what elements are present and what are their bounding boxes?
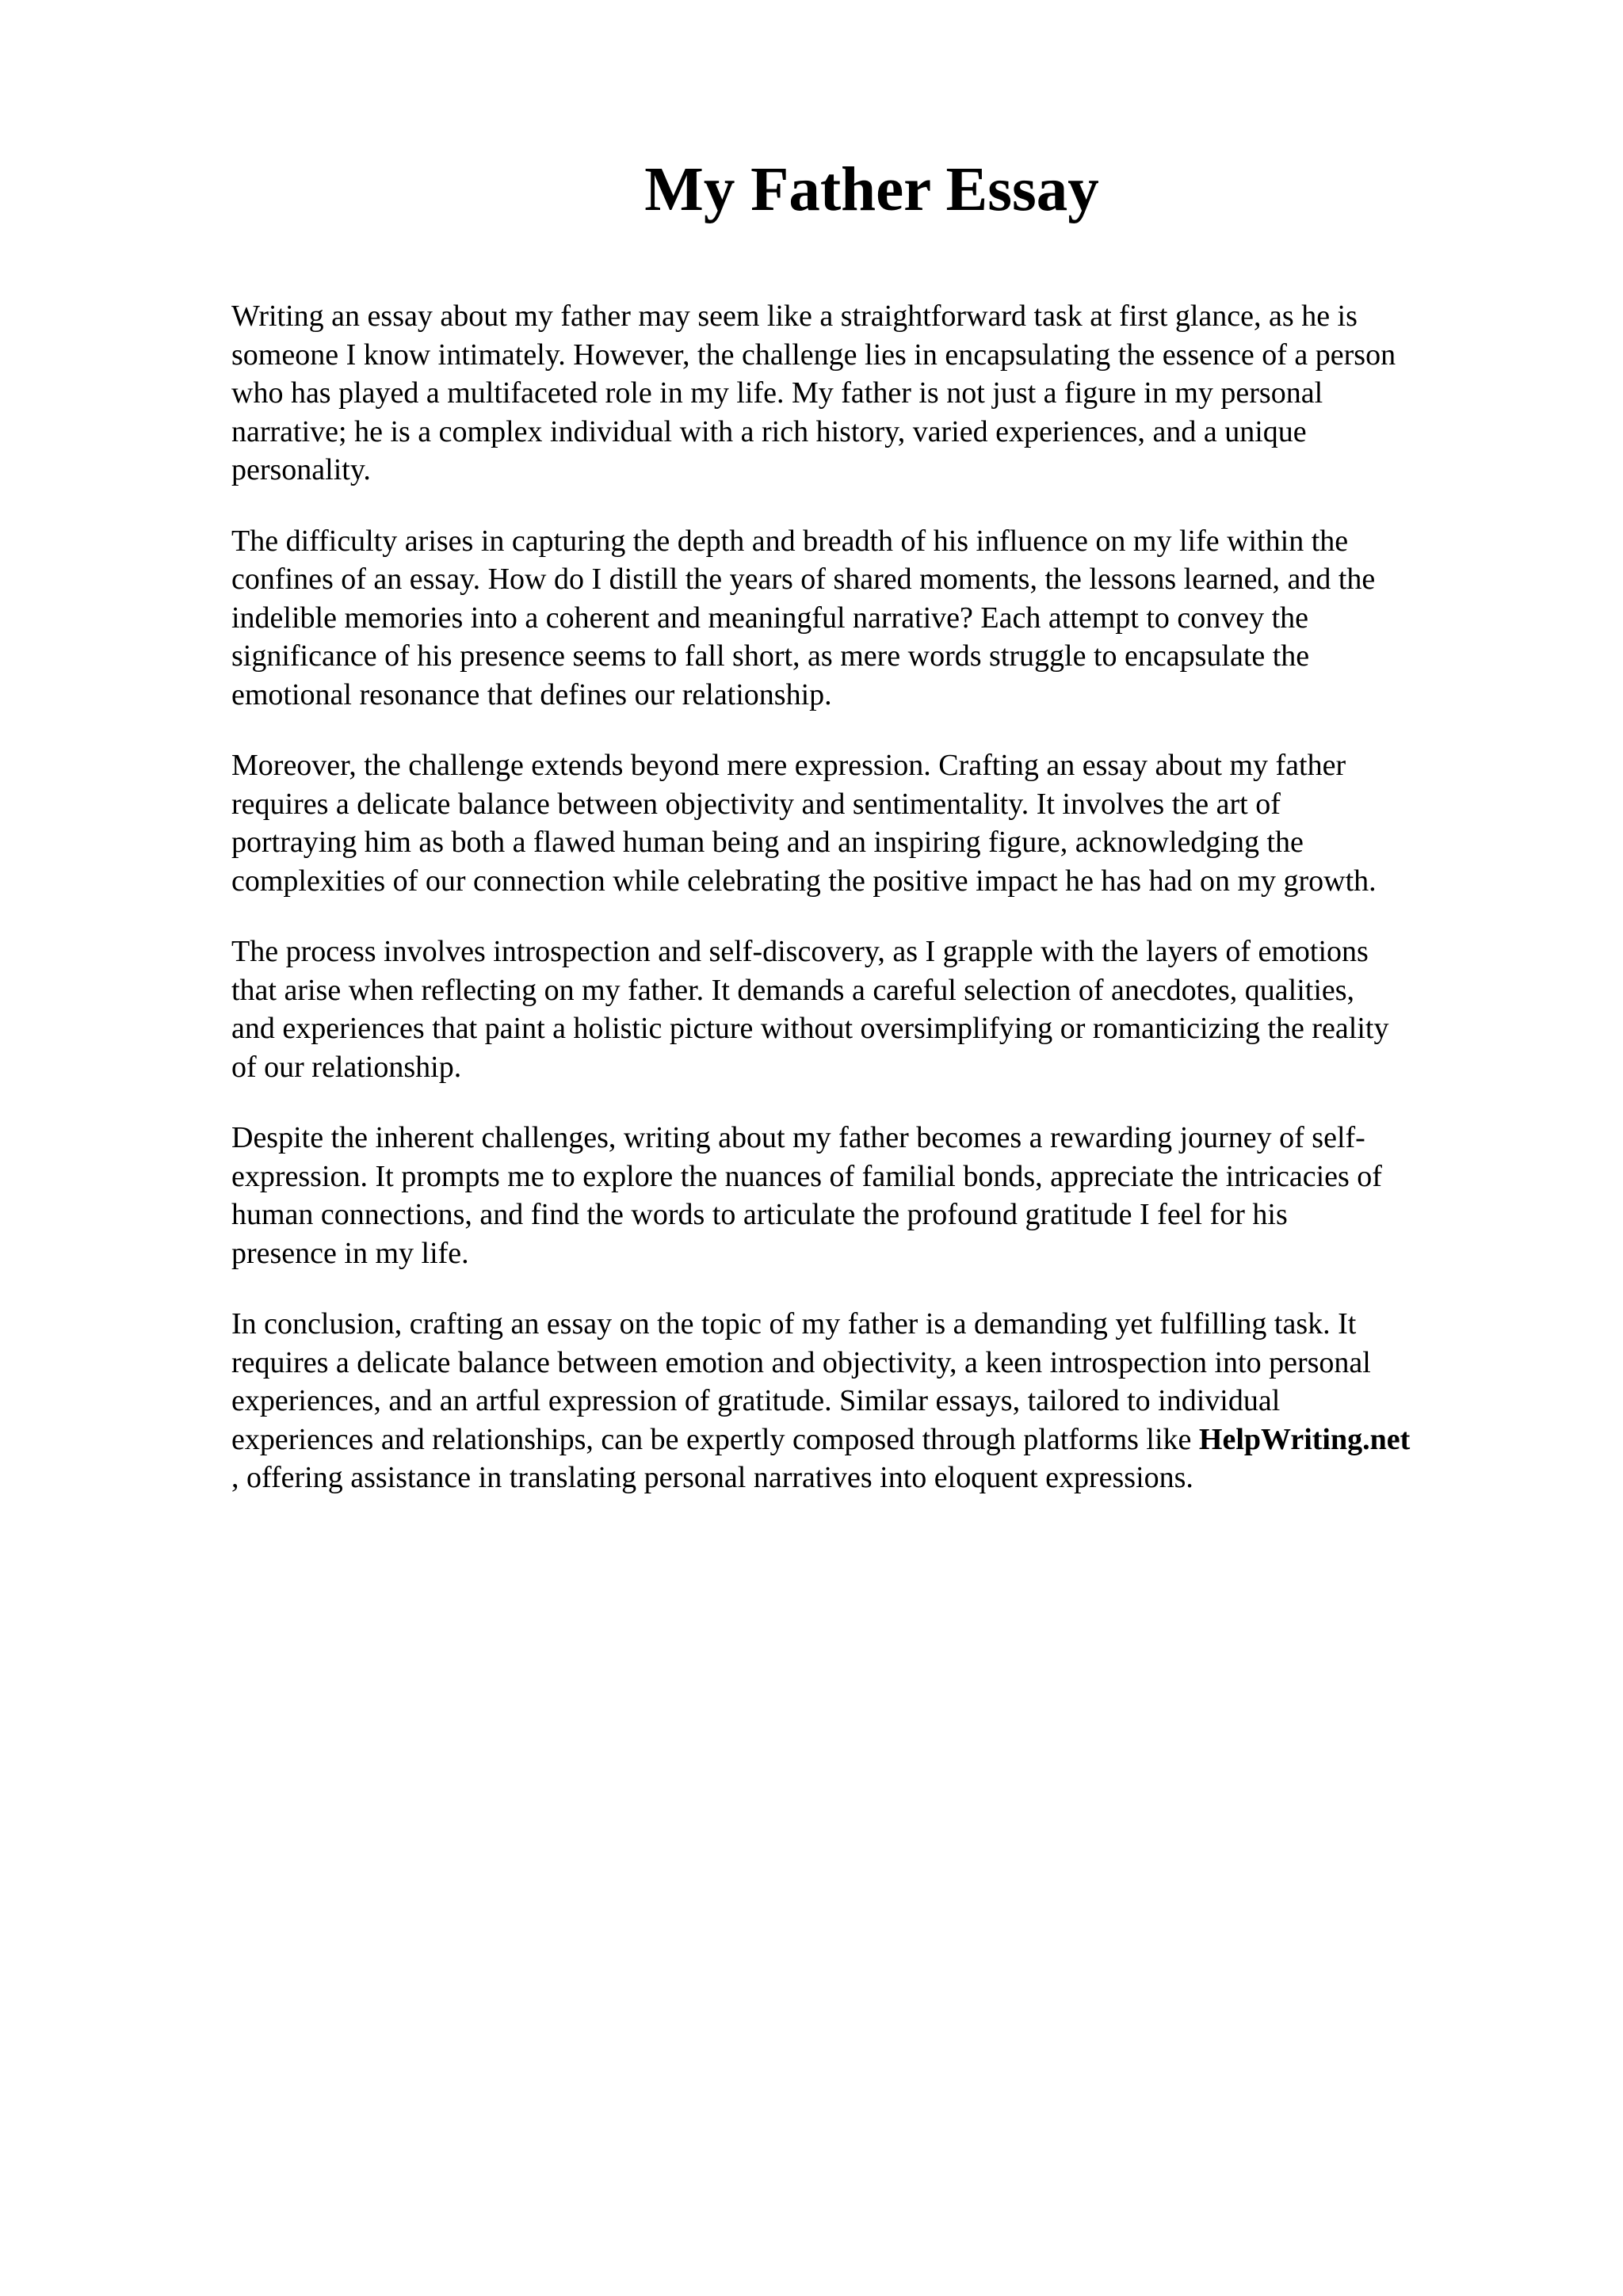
text-line: emotional resonance that defines our relationship. <box>231 677 832 711</box>
text-line: narrative; he is a complex individual with a rich history, varied experiences, and a unique <box>231 414 1307 448</box>
paragraph-3 <box>231 746 1539 900</box>
text-line: indelible memories into a coherent and meaningful narrative? Each attempt to convey the <box>231 601 1309 635</box>
text-line: expression. It prompts me to explore the nuances of familial bonds, appreciate the intricacies of <box>231 1159 1382 1193</box>
text-line: personality. <box>231 453 371 486</box>
paragraph-1 <box>231 297 1539 490</box>
text-segment: experiences and relationships, can be expertly composed through platforms like <box>231 1422 1199 1456</box>
helpwriting-link[interactable]: HelpWriting.net <box>1198 1422 1411 1456</box>
text-line: portraying him as both a flawed human being and an inspiring figure, acknowledging the <box>231 826 1304 859</box>
text-line: complexities of our connection while celebrating the positive impact he has had on my growth. <box>231 864 1377 898</box>
text-line: The difficulty arises in capturing the depth and breadth of his influence on my life within the <box>231 524 1349 558</box>
text-line: Despite the inherent challenges, writing about my father becomes a rewarding journey of self- <box>231 1121 1365 1154</box>
text-line: confines of an essay. How do I distill the years of shared moments, the lessons learned, and the <box>231 563 1376 596</box>
text-line: and experiences that paint a holistic picture without oversimplifying or romanticizing the reality <box>231 1012 1389 1045</box>
text-line: requires a delicate balance between emotion and objectivity, a keen introspection into personal <box>231 1345 1371 1379</box>
text-line: experiences, and an artful expression of gratitude. Similar essays, tailored to individual <box>231 1384 1281 1417</box>
text-line: In conclusion, crafting an essay on the topic of my father is a demanding yet fulfilling task. It <box>231 1307 1357 1341</box>
text-line: requires a delicate balance between objectivity and sentimentality. It involves the art of <box>231 787 1281 821</box>
text-line: , offering assistance in translating personal narratives into eloquent expressions. <box>231 1461 1193 1494</box>
text-line: Writing an essay about my father may seem like a straightforward task at first glance, as he is <box>231 299 1358 333</box>
text-line: The process involves introspection and self-discovery, as I grapple with the layers of emotions <box>231 935 1369 968</box>
text-line: that arise when reflecting on my father. It demands a careful selection of anecdotes, qualities, <box>231 973 1355 1007</box>
paragraph-conclusion <box>231 1305 1539 1497</box>
text-line: human connections, and find the words to articulate the profound gratitude I feel for his <box>231 1198 1288 1231</box>
paragraph-2 <box>231 522 1539 715</box>
text-line: who has played a multifaceted role in my life. My father is not just a figure in my personal <box>231 376 1323 410</box>
essay-body <box>231 297 1539 1530</box>
document-title: My Father Essay <box>644 155 1099 224</box>
text-line: Moreover, the challenge extends beyond mere expression. Crafting an essay about my father <box>231 749 1346 782</box>
text-line: significance of his presence seems to fall short, as mere words struggle to encapsulate the <box>231 639 1310 673</box>
text-line: presence in my life. <box>231 1236 469 1270</box>
text-line: of our relationship. <box>231 1050 462 1084</box>
text-line: someone I know intimately. However, the challenge lies in encapsulating the essence of a person <box>231 338 1396 372</box>
paragraph-5 <box>231 1119 1539 1272</box>
paragraph-4 <box>231 933 1539 1086</box>
text-line-with-link <box>231 1421 1539 1459</box>
